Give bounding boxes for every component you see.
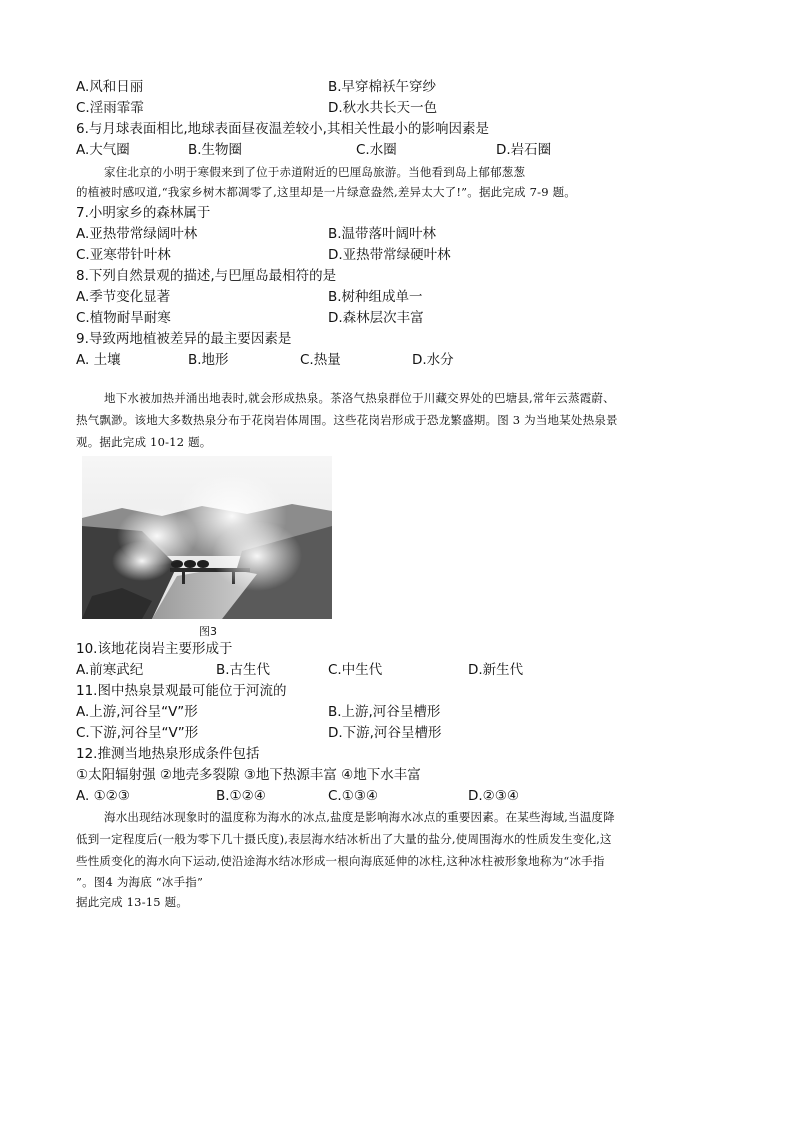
q6-option-d: D.岩石圈 bbox=[496, 142, 552, 158]
q11-option-b: B.上游,河谷呈槽形 bbox=[328, 704, 441, 720]
q5-option-a: A.风和日丽 bbox=[76, 79, 144, 95]
q12-option-a: A. ①②③ bbox=[76, 788, 130, 804]
passage1-line1: 家住北京的小明于寒假来到了位于赤道附近的巴厘岛旅游。当他看到岛上郁郁葱葱 bbox=[104, 165, 526, 179]
q12-conditions: ①太阳辐射强 ②地壳多裂隙 ③地下热源丰富 ④地下水丰富 bbox=[76, 767, 421, 783]
q11-option-c: C.下游,河谷呈“V”形 bbox=[76, 725, 199, 741]
q11-option-d: D.下游,河谷呈槽形 bbox=[328, 725, 442, 741]
passage3-line5: 据此完成 13-15 题。 bbox=[76, 895, 189, 909]
passage2-line2: 热气飘渺。该地大多数热泉分布于花岗岩体周围。这些花岗岩形成于恐龙繁盛期。图 3 为当地某处热泉景 bbox=[76, 413, 618, 427]
q9-option-c: C.热量 bbox=[300, 352, 341, 368]
q7-option-c: C.亚寒带针叶林 bbox=[76, 247, 171, 263]
q11-option-a: A.上游,河谷呈“V”形 bbox=[76, 704, 198, 720]
q8-option-a: A.季节变化显著 bbox=[76, 289, 171, 305]
q5-option-d: D.秋水共长天一色 bbox=[328, 100, 438, 116]
passage3-line2: 低到一定程度后(一般为零下几十摄氏度),表层海水结冰析出了大量的盐分,使周围海水的性质发生变化,这 bbox=[76, 832, 612, 846]
q8-stem: 8.下列自然景观的描述,与巴厘岛最相符的是 bbox=[76, 268, 337, 284]
figure-3-caption: 图3 bbox=[199, 625, 217, 638]
q9-option-a: A. 土壤 bbox=[76, 352, 121, 368]
q11-stem: 11.图中热泉景观最可能位于河流的 bbox=[76, 683, 287, 699]
q12-option-b: B.①②④ bbox=[216, 788, 266, 804]
q12-option-d: D.②③④ bbox=[468, 788, 519, 804]
passage3-line1: 海水出现结冰现象时的温度称为海水的冰点,盐度是影响海水冰点的重要因素。在某些海域,当温度降 bbox=[104, 810, 615, 824]
q7-stem: 7.小明家乡的森林属于 bbox=[76, 205, 211, 221]
passage3-line3: 些性质变化的海水向下运动,使沿途海水结冰形成一根向海底延伸的冰柱,这种冰柱被形象地称为“冰手指 bbox=[76, 854, 605, 868]
q8-option-b: B.树种组成单一 bbox=[328, 289, 423, 305]
passage1-line2: 的植被时感叹道,“我家乡树木都凋零了,这里却是一片绿意盎然,差异太大了!”。据此完成 7-9 题。 bbox=[76, 185, 576, 199]
q5-option-b: B.早穿棉袄午穿纱 bbox=[328, 79, 437, 95]
q6-option-c: C.水圈 bbox=[356, 142, 397, 158]
q10-option-a: A.前寒武纪 bbox=[76, 662, 144, 678]
passage2-line1: 地下水被加热并涌出地表时,就会形成热泉。茶洛气热泉群位于川藏交界处的巴塘县,常年云蒸霞蔚、 bbox=[104, 391, 615, 405]
q9-option-d: D.水分 bbox=[412, 352, 454, 368]
q10-option-c: C.中生代 bbox=[328, 662, 383, 678]
hot-spring-photo bbox=[82, 456, 332, 619]
q7-option-b: B.温带落叶阔叶林 bbox=[328, 226, 437, 242]
q10-stem: 10.该地花岗岩主要形成于 bbox=[76, 641, 233, 657]
q7-option-a: A.亚热带常绿阔叶林 bbox=[76, 226, 198, 242]
q8-option-c: C.植物耐旱耐寒 bbox=[76, 310, 171, 326]
passage3-line4: ”。图4 为海底 “冰手指” bbox=[76, 875, 204, 889]
q7-option-d: D.亚热带常绿硬叶林 bbox=[328, 247, 451, 263]
q9-stem: 9.导致两地植被差异的最主要因素是 bbox=[76, 331, 292, 347]
q10-option-d: D.新生代 bbox=[468, 662, 524, 678]
q6-stem: 6.与月球表面相比,地球表面昼夜温差较小,其相关性最小的影响因素是 bbox=[76, 121, 489, 137]
q6-option-a: A.大气圈 bbox=[76, 142, 130, 158]
q10-option-b: B.古生代 bbox=[216, 662, 271, 678]
q6-option-b: B.生物圈 bbox=[188, 142, 243, 158]
q8-option-d: D.森林层次丰富 bbox=[328, 310, 424, 326]
q5-option-c: C.淫雨霏霏 bbox=[76, 100, 144, 116]
q12-stem: 12.推测当地热泉形成条件包括 bbox=[76, 746, 260, 762]
passage2-line3: 观。据此完成 10-12 题。 bbox=[76, 435, 212, 449]
q12-option-c: C.①③④ bbox=[328, 788, 379, 804]
q9-option-b: B.地形 bbox=[188, 352, 229, 368]
